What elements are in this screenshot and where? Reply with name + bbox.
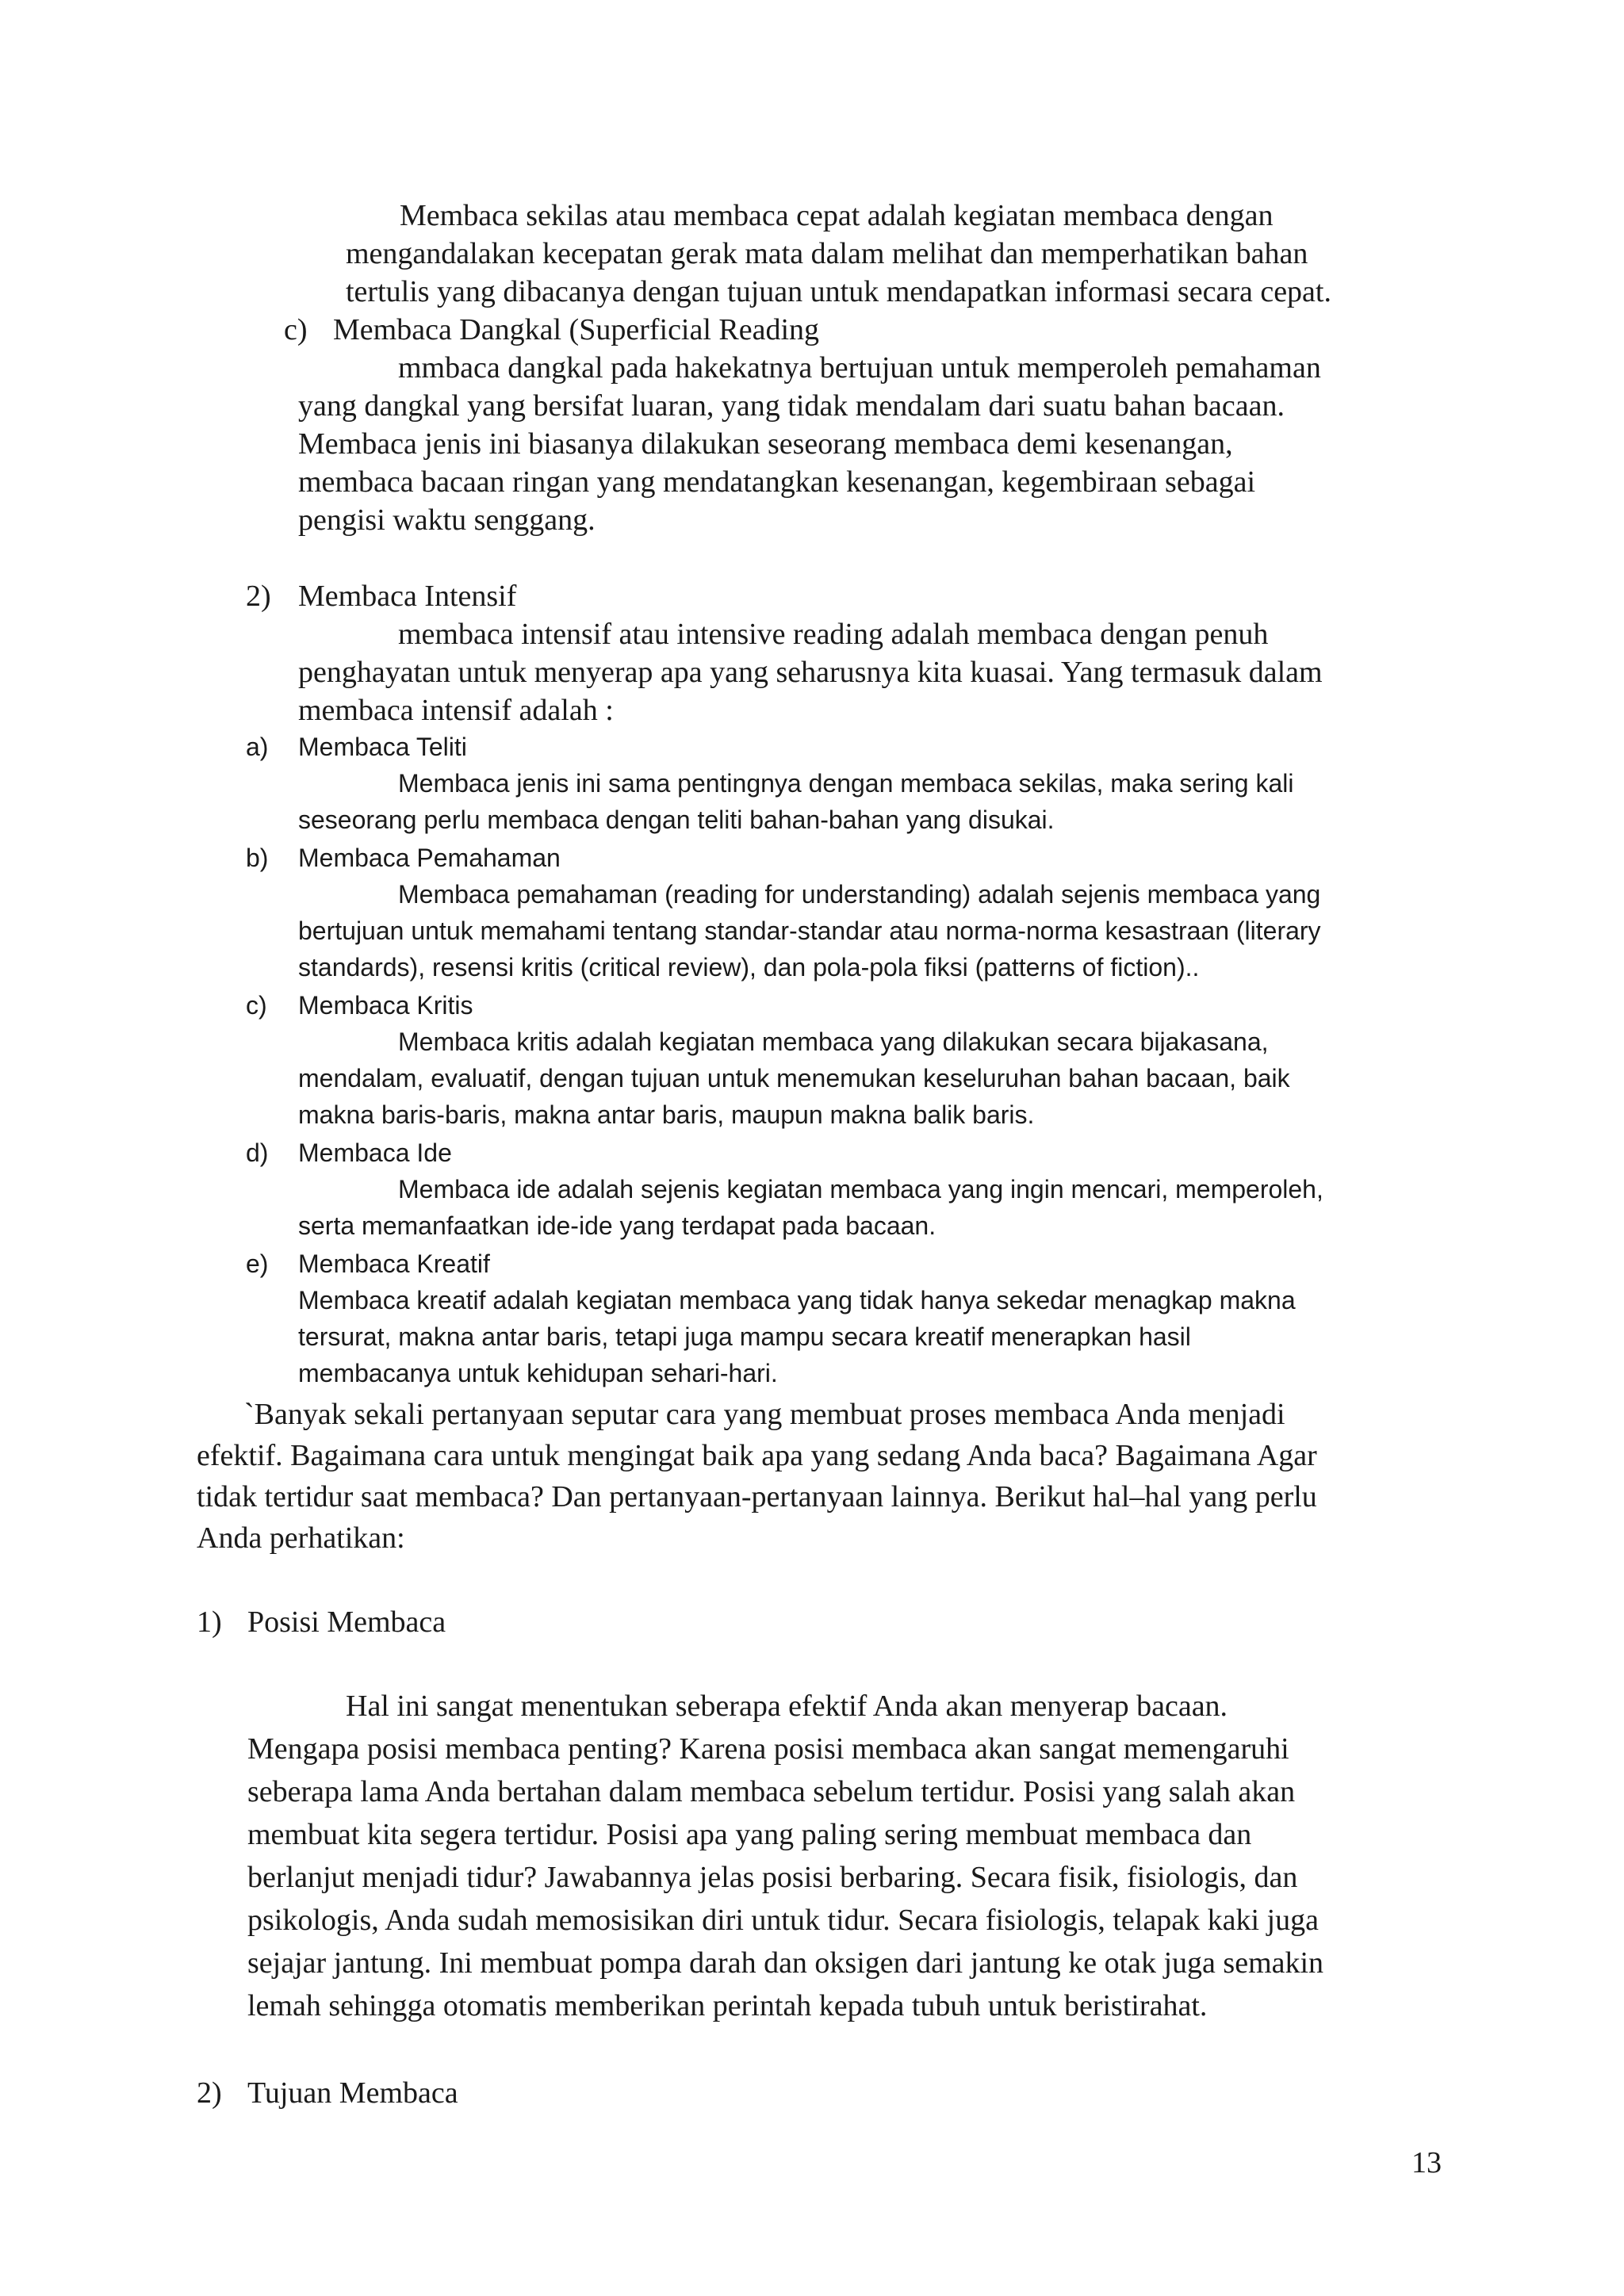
- list-marker: c): [284, 313, 308, 346]
- heading-text: Membaca Kreatif: [298, 1249, 490, 1278]
- posisi-line: membuat kita segera tertidur. Posisi apa yang paling sering membuat membaca dan: [247, 1818, 1252, 1851]
- sub-item-line: Membaca pemahaman (reading for understanding) adalah sejenis membaca yang: [398, 880, 1321, 909]
- sub-item-line: Membaca jenis ini sama pentingnya dengan membaca sekilas, maka sering kali: [398, 769, 1294, 798]
- list-marker: 2): [197, 2076, 222, 2110]
- sub-item-line: mendalam, evaluatif, dengan tujuan untuk menemukan keseluruhan bahan bacaan, baik: [298, 1064, 1290, 1093]
- sub-item-line: membacanya untuk kehidupan sehari-hari.: [298, 1359, 778, 1387]
- intro-paragraph-line: `Banyak sekali pertanyaan seputar cara yang membuat proses membaca Anda menjadi: [244, 1398, 1285, 1431]
- posisi-line: sejajar jantung. Ini membuat pompa darah dan oksigen dari jantung ke otak juga semakin: [247, 1946, 1324, 1980]
- heading-text: Membaca Kritis: [298, 991, 473, 1020]
- intro-paragraph-line: efektif. Bagaimana cara untuk mengingat baik apa yang sedang Anda baca? Bagaimana Agar: [197, 1439, 1317, 1472]
- list-marker: b): [246, 844, 269, 872]
- heading-text: Membaca Dangkal (Superficial Reading: [333, 313, 820, 346]
- posisi-line: Mengapa posisi membaca penting? Karena posisi membaca akan sangat memengaruhi: [247, 1732, 1289, 1766]
- superficial-line: mmbaca dangkal pada hakekatnya bertujuan untuk memperoleh pemahaman: [398, 351, 1321, 385]
- intensive-line: membaca intensif adalah :: [298, 694, 614, 727]
- posisi-line: seberapa lama Anda bertahan dalam membaca sebelum tertidur. Posisi yang salah akan: [247, 1775, 1296, 1808]
- superficial-line: yang dangkal yang bersifat luaran, yang tidak mendalam dari suatu bahan bacaan.: [298, 389, 1285, 423]
- heading-text: Membaca Pemahaman: [298, 844, 561, 872]
- sub-item-heading: [246, 1249, 490, 1279]
- list-marker: 1): [197, 1605, 222, 1639]
- posisi-line: psikologis, Anda sudah memosisikan diri untuk tidur. Secara fisiologis, telapak kaki juga: [247, 1904, 1319, 1937]
- list-marker: e): [246, 1249, 269, 1278]
- intro-paragraph-line: Anda perhatikan:: [197, 1521, 405, 1555]
- skim-paragraph-line: Membaca sekilas atau membaca cepat adalah kegiatan membaca dengan: [400, 199, 1274, 232]
- sub-item-line: standards), resensi kritis (critical review), dan pola-pola fiksi (patterns of fiction)..: [298, 953, 1200, 982]
- heading-text: Posisi Membaca: [247, 1605, 446, 1639]
- sub-item-line: Membaca kreatif adalah kegiatan membaca yang tidak hanya sekedar menagkap makna: [298, 1286, 1296, 1314]
- superficial-line: membaca bacaan ringan yang mendatangkan kesenangan, kegembiraan sebagai: [298, 465, 1256, 499]
- skim-paragraph-line: tertulis yang dibacanya dengan tujuan untuk mendapatkan informasi secara cepat.: [346, 275, 1331, 308]
- list-marker: a): [246, 733, 269, 761]
- sub-item-heading: [246, 844, 561, 873]
- posisi-line: berlanjut menjadi tidur? Jawabannya jelas posisi berbaring. Secara fisik, fisiologis, dan: [247, 1861, 1298, 1894]
- sub-item-heading: [246, 733, 467, 762]
- tujuan-heading: [197, 2076, 458, 2110]
- intensive-line: membaca intensif atau intensive reading adalah membaca dengan penuh: [398, 618, 1269, 651]
- sub-item-line: seseorang perlu membaca dengan teliti bahan-bahan yang disukai.: [298, 806, 1055, 834]
- posisi-heading: [197, 1605, 446, 1640]
- sub-item-heading: [246, 1138, 452, 1168]
- posisi-line: lemah sehingga otomatis memberikan perintah kepada tubuh untuk beristirahat.: [247, 1989, 1208, 2022]
- posisi-line: Hal ini sangat menentukan seberapa efektif Anda akan menyerap bacaan.: [346, 1689, 1228, 1723]
- intensive-line: penghayatan untuk menyerap apa yang seharusnya kita kuasai. Yang termasuk dalam: [298, 656, 1323, 689]
- skim-paragraph-line: mengandalakan kecepatan gerak mata dalam melihat dan memperhatikan bahan: [346, 237, 1308, 270]
- sub-item-line: serta memanfaatkan ide-ide yang terdapat pada bacaan.: [298, 1211, 936, 1240]
- intro-paragraph-line: tidak tertidur saat membaca? Dan pertanyaan-pertanyaan lainnya. Berikut hal–hal yang perlu: [197, 1480, 1317, 1513]
- sub-item-line: makna baris-baris, makna antar baris, maupun makna balik baris.: [298, 1100, 1035, 1129]
- heading-text: Membaca Ide: [298, 1138, 452, 1167]
- list-marker: 2): [246, 580, 271, 613]
- intensive-heading: [246, 579, 516, 614]
- heading-text: Membaca Teliti: [298, 733, 467, 761]
- list-marker: c): [246, 991, 267, 1020]
- page-number: 13: [1411, 2146, 1442, 2179]
- superficial-line: Membaca jenis ini biasanya dilakukan seseorang membaca demi kesenangan,: [298, 427, 1233, 461]
- sub-item-line: bertujuan untuk memahami tentang standar-standar atau norma-norma kesastraan (literary: [298, 916, 1321, 945]
- heading-text: Membaca Intensif: [298, 580, 517, 613]
- superficial-line: pengisi waktu senggang.: [298, 503, 596, 537]
- heading-text: Tujuan Membaca: [247, 2076, 458, 2110]
- sub-item-line: tersurat, makna antar baris, tetapi juga mampu secara kreatif menerapkan hasil: [298, 1322, 1191, 1351]
- list-marker: d): [246, 1138, 269, 1167]
- sub-item-line: Membaca kritis adalah kegiatan membaca yang dilakukan secara bijakasana,: [398, 1027, 1269, 1056]
- sub-item-heading: [246, 991, 473, 1020]
- superficial-heading: [284, 312, 819, 347]
- sub-item-line: Membaca ide adalah sejenis kegiatan membaca yang ingin mencari, memperoleh,: [398, 1175, 1323, 1203]
